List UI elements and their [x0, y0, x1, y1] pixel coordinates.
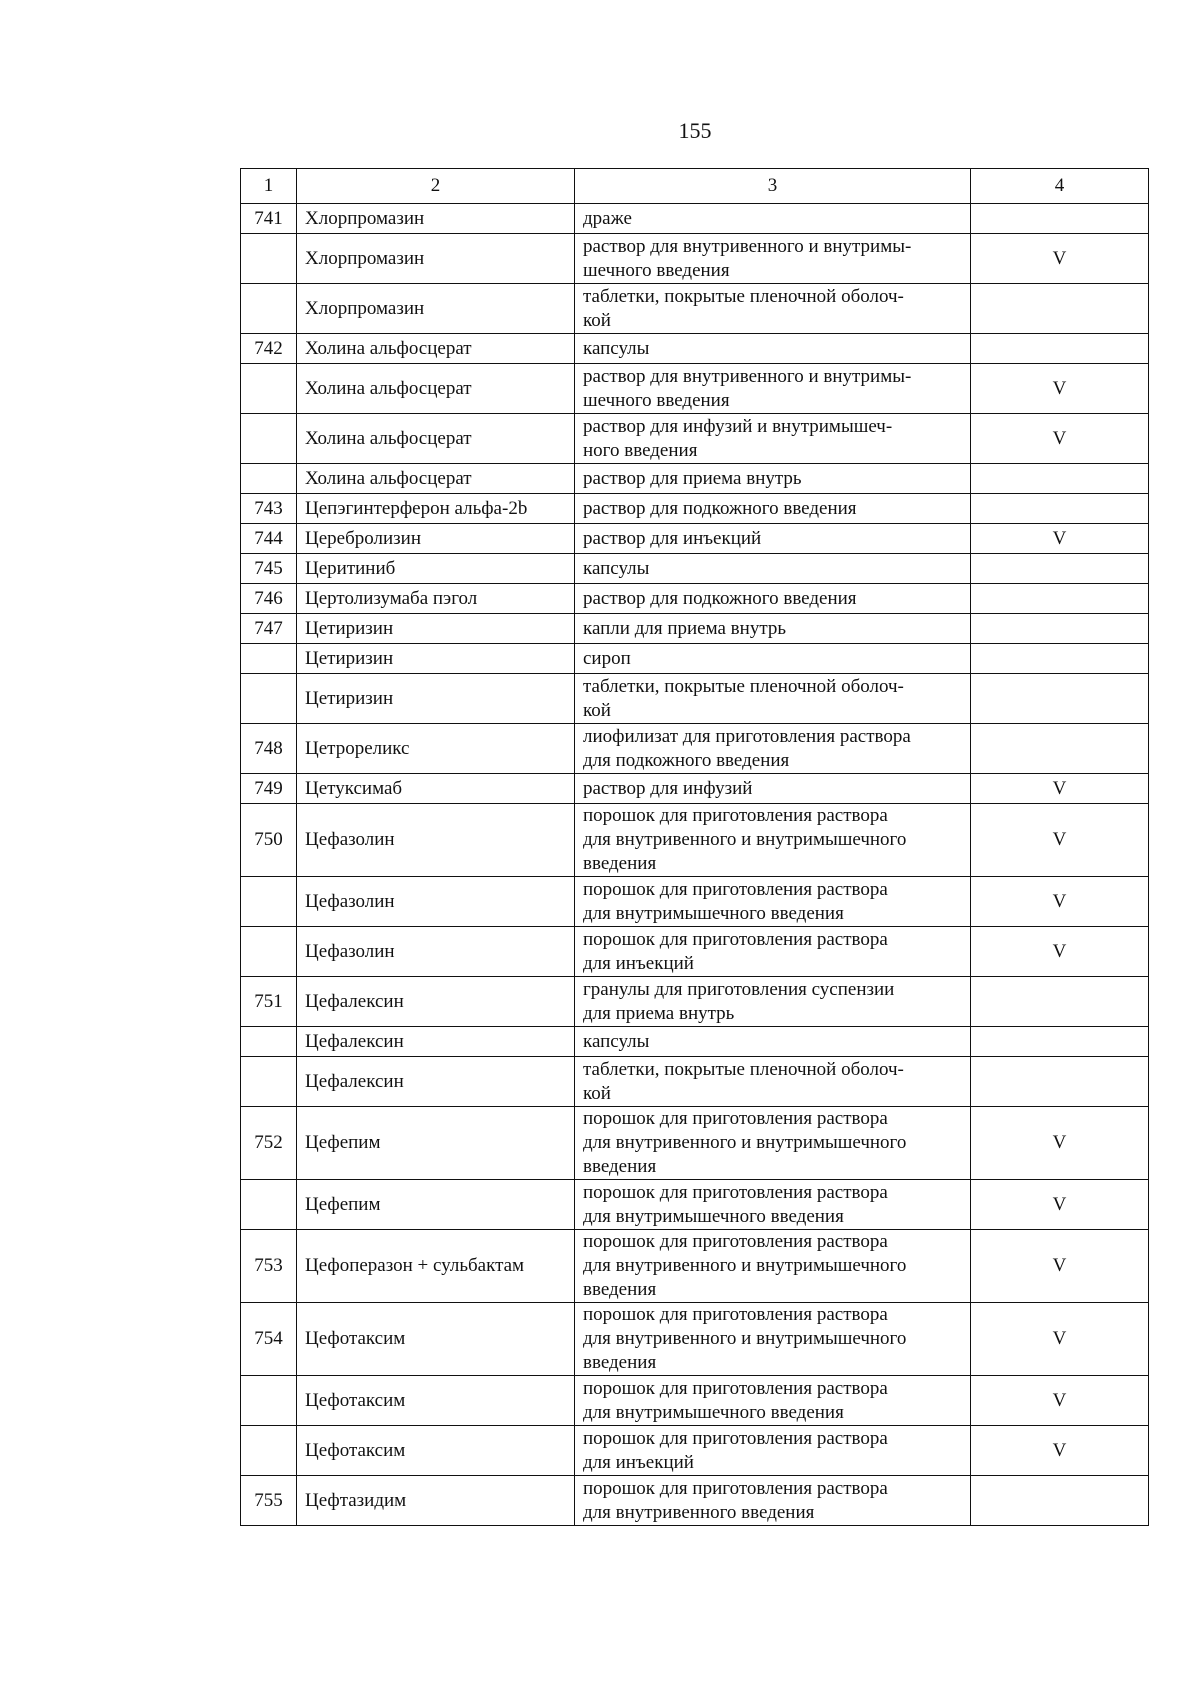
table-row: [241, 1426, 1149, 1476]
mark-cell: V: [971, 774, 1149, 804]
table-row: [241, 614, 1149, 644]
row-number-cell: 743: [241, 494, 297, 524]
mark-cell: [971, 584, 1149, 614]
row-number-cell: [241, 414, 297, 464]
table-row: [241, 464, 1149, 494]
table-row: [241, 674, 1149, 724]
drug-name-cell: Цефалексин: [297, 977, 575, 1027]
drug-name-cell: Цефепим: [297, 1107, 575, 1180]
mark-cell: V: [971, 927, 1149, 977]
drug-name-cell: Цетиризин: [297, 644, 575, 674]
mark-cell: [971, 494, 1149, 524]
drug-name-cell: Цефотаксим: [297, 1376, 575, 1426]
table-row: [241, 554, 1149, 584]
row-number-cell: 742: [241, 334, 297, 364]
table-row: [241, 1180, 1149, 1230]
page-number: 155: [678, 118, 712, 143]
mark-cell: V: [971, 1426, 1149, 1476]
table-row: [241, 524, 1149, 554]
header-cell-2: 2: [297, 169, 575, 204]
mark-cell: [971, 724, 1149, 774]
dosage-form-cell: порошок для приготовления раствора для инъекций: [575, 1426, 971, 1476]
dosage-form-cell: таблетки, покрытые пленочной оболоч- кой: [575, 284, 971, 334]
table-row: [241, 1027, 1149, 1057]
drug-name-cell: Хлорпромазин: [297, 204, 575, 234]
dosage-form-cell: раствор для инфузий и внутримышеч- ного введения: [575, 414, 971, 464]
drug-name-cell: Церебролизин: [297, 524, 575, 554]
drug-table: [240, 168, 1149, 1526]
dosage-form-cell: сироп: [575, 644, 971, 674]
dosage-form-cell: раствор для приема внутрь: [575, 464, 971, 494]
drug-name-cell: Холина альфосцерат: [297, 414, 575, 464]
drug-name-cell: Цефазолин: [297, 927, 575, 977]
table-row: [241, 1303, 1149, 1376]
dosage-form-cell: лиофилизат для приготовления раствора для подкожного введения: [575, 724, 971, 774]
row-number-cell: 747: [241, 614, 297, 644]
table-row: [241, 724, 1149, 774]
drug-name-cell: Цефтазидим: [297, 1476, 575, 1526]
dosage-form-cell: порошок для приготовления раствора для внутривенного и внутримышечного введения: [575, 1303, 971, 1376]
row-number-cell: [241, 674, 297, 724]
row-number-cell: 755: [241, 1476, 297, 1526]
table-row: [241, 1107, 1149, 1180]
dosage-form-cell: раствор для внутривенного и внутримы- шечного введения: [575, 234, 971, 284]
row-number-cell: [241, 364, 297, 414]
header-cell-4: 4: [971, 169, 1149, 204]
row-number-cell: 746: [241, 584, 297, 614]
mark-cell: V: [971, 877, 1149, 927]
mark-cell: V: [971, 1303, 1149, 1376]
mark-cell: [971, 644, 1149, 674]
row-number-cell: 745: [241, 554, 297, 584]
drug-name-cell: Цефотаксим: [297, 1426, 575, 1476]
mark-cell: V: [971, 1180, 1149, 1230]
table-row: [241, 977, 1149, 1027]
dosage-form-cell: раствор для подкожного введения: [575, 584, 971, 614]
row-number-cell: 741: [241, 204, 297, 234]
row-number-cell: [241, 234, 297, 284]
table-row: [241, 284, 1149, 334]
mark-cell: [971, 674, 1149, 724]
mark-cell: [971, 554, 1149, 584]
table-row: [241, 414, 1149, 464]
header-cell-1: 1: [241, 169, 297, 204]
drug-name-cell: Цепэгинтерферон альфа-2b: [297, 494, 575, 524]
row-number-cell: 748: [241, 724, 297, 774]
table-row: [241, 364, 1149, 414]
table-row: [241, 494, 1149, 524]
drug-name-cell: Цефотаксим: [297, 1303, 575, 1376]
table-row: [241, 877, 1149, 927]
mark-cell: [971, 614, 1149, 644]
mark-cell: [971, 1476, 1149, 1526]
row-number-cell: [241, 1376, 297, 1426]
dosage-form-cell: драже: [575, 204, 971, 234]
drug-name-cell: Церитиниб: [297, 554, 575, 584]
mark-cell: [971, 1027, 1149, 1057]
drug-name-cell: Цетиризин: [297, 674, 575, 724]
dosage-form-cell: таблетки, покрытые пленочной оболоч- кой: [575, 1057, 971, 1107]
table-row: [241, 234, 1149, 284]
row-number-cell: 749: [241, 774, 297, 804]
dosage-form-cell: капли для приема внутрь: [575, 614, 971, 644]
row-number-cell: [241, 1027, 297, 1057]
mark-cell: V: [971, 234, 1149, 284]
mark-cell: V: [971, 804, 1149, 877]
row-number-cell: [241, 284, 297, 334]
mark-cell: V: [971, 1376, 1149, 1426]
table-header-row: [241, 169, 1149, 204]
mark-cell: [971, 464, 1149, 494]
table-body: [241, 169, 1149, 1526]
drug-name-cell: Цефазолин: [297, 804, 575, 877]
mark-cell: [971, 284, 1149, 334]
row-number-cell: 750: [241, 804, 297, 877]
drug-name-cell: Цефалексин: [297, 1057, 575, 1107]
dosage-form-cell: раствор для инъекций: [575, 524, 971, 554]
dosage-form-cell: порошок для приготовления раствора для внутривенного и внутримышечного введения: [575, 1230, 971, 1303]
table-row: [241, 1057, 1149, 1107]
dosage-form-cell: гранулы для приготовления суспензии для приема внутрь: [575, 977, 971, 1027]
mark-cell: V: [971, 524, 1149, 554]
dosage-form-cell: капсулы: [575, 334, 971, 364]
dosage-form-cell: капсулы: [575, 1027, 971, 1057]
table-row: [241, 1476, 1149, 1526]
row-number-cell: [241, 644, 297, 674]
table-row: [241, 584, 1149, 614]
mark-cell: V: [971, 1230, 1149, 1303]
drug-name-cell: Цетиризин: [297, 614, 575, 644]
drug-name-cell: Цетрореликс: [297, 724, 575, 774]
row-number-cell: [241, 1057, 297, 1107]
row-number-cell: [241, 877, 297, 927]
table-row: [241, 1376, 1149, 1426]
dosage-form-cell: порошок для приготовления раствора для внутримышечного введения: [575, 1376, 971, 1426]
mark-cell: [971, 1057, 1149, 1107]
row-number-cell: 754: [241, 1303, 297, 1376]
drug-name-cell: Цефалексин: [297, 1027, 575, 1057]
table-row: [241, 204, 1149, 234]
drug-name-cell: Цефазолин: [297, 877, 575, 927]
drug-name-cell: Хлорпромазин: [297, 234, 575, 284]
row-number-cell: 753: [241, 1230, 297, 1303]
mark-cell: [971, 334, 1149, 364]
table-row: [241, 927, 1149, 977]
dosage-form-cell: раствор для подкожного введения: [575, 494, 971, 524]
drug-name-cell: Холина альфосцерат: [297, 334, 575, 364]
mark-cell: [971, 204, 1149, 234]
mark-cell: V: [971, 364, 1149, 414]
row-number-cell: 744: [241, 524, 297, 554]
dosage-form-cell: порошок для приготовления раствора для инъекций: [575, 927, 971, 977]
drug-name-cell: Холина альфосцерат: [297, 464, 575, 494]
dosage-form-cell: порошок для приготовления раствора для внутривенного введения: [575, 1476, 971, 1526]
drug-name-cell: Хлорпромазин: [297, 284, 575, 334]
row-number-cell: 752: [241, 1107, 297, 1180]
dosage-form-cell: порошок для приготовления раствора для внутривенного и внутримышечного введения: [575, 1107, 971, 1180]
table-row: [241, 644, 1149, 674]
dosage-form-cell: порошок для приготовления раствора для внутримышечного введения: [575, 1180, 971, 1230]
row-number-cell: 751: [241, 977, 297, 1027]
row-number-cell: [241, 1180, 297, 1230]
drug-name-cell: Холина альфосцерат: [297, 364, 575, 414]
drug-name-cell: Цертолизумаба пэгол: [297, 584, 575, 614]
drug-name-cell: Цефепим: [297, 1180, 575, 1230]
mark-cell: V: [971, 1107, 1149, 1180]
drug-name-cell: Цетуксимаб: [297, 774, 575, 804]
row-number-cell: [241, 464, 297, 494]
table-row: [241, 1230, 1149, 1303]
mark-cell: [971, 977, 1149, 1027]
table-row: [241, 774, 1149, 804]
row-number-cell: [241, 927, 297, 977]
dosage-form-cell: капсулы: [575, 554, 971, 584]
dosage-form-cell: таблетки, покрытые пленочной оболоч- кой: [575, 674, 971, 724]
dosage-form-cell: порошок для приготовления раствора для внутривенного и внутримышечного введения: [575, 804, 971, 877]
table-row: [241, 804, 1149, 877]
row-number-cell: [241, 1426, 297, 1476]
mark-cell: V: [971, 414, 1149, 464]
header-cell-3: 3: [575, 169, 971, 204]
dosage-form-cell: порошок для приготовления раствора для внутримышечного введения: [575, 877, 971, 927]
table-row: [241, 334, 1149, 364]
dosage-form-cell: раствор для инфузий: [575, 774, 971, 804]
dosage-form-cell: раствор для внутривенного и внутримы- шечного введения: [575, 364, 971, 414]
drug-name-cell: Цефоперазон + сульбактам: [297, 1230, 575, 1303]
